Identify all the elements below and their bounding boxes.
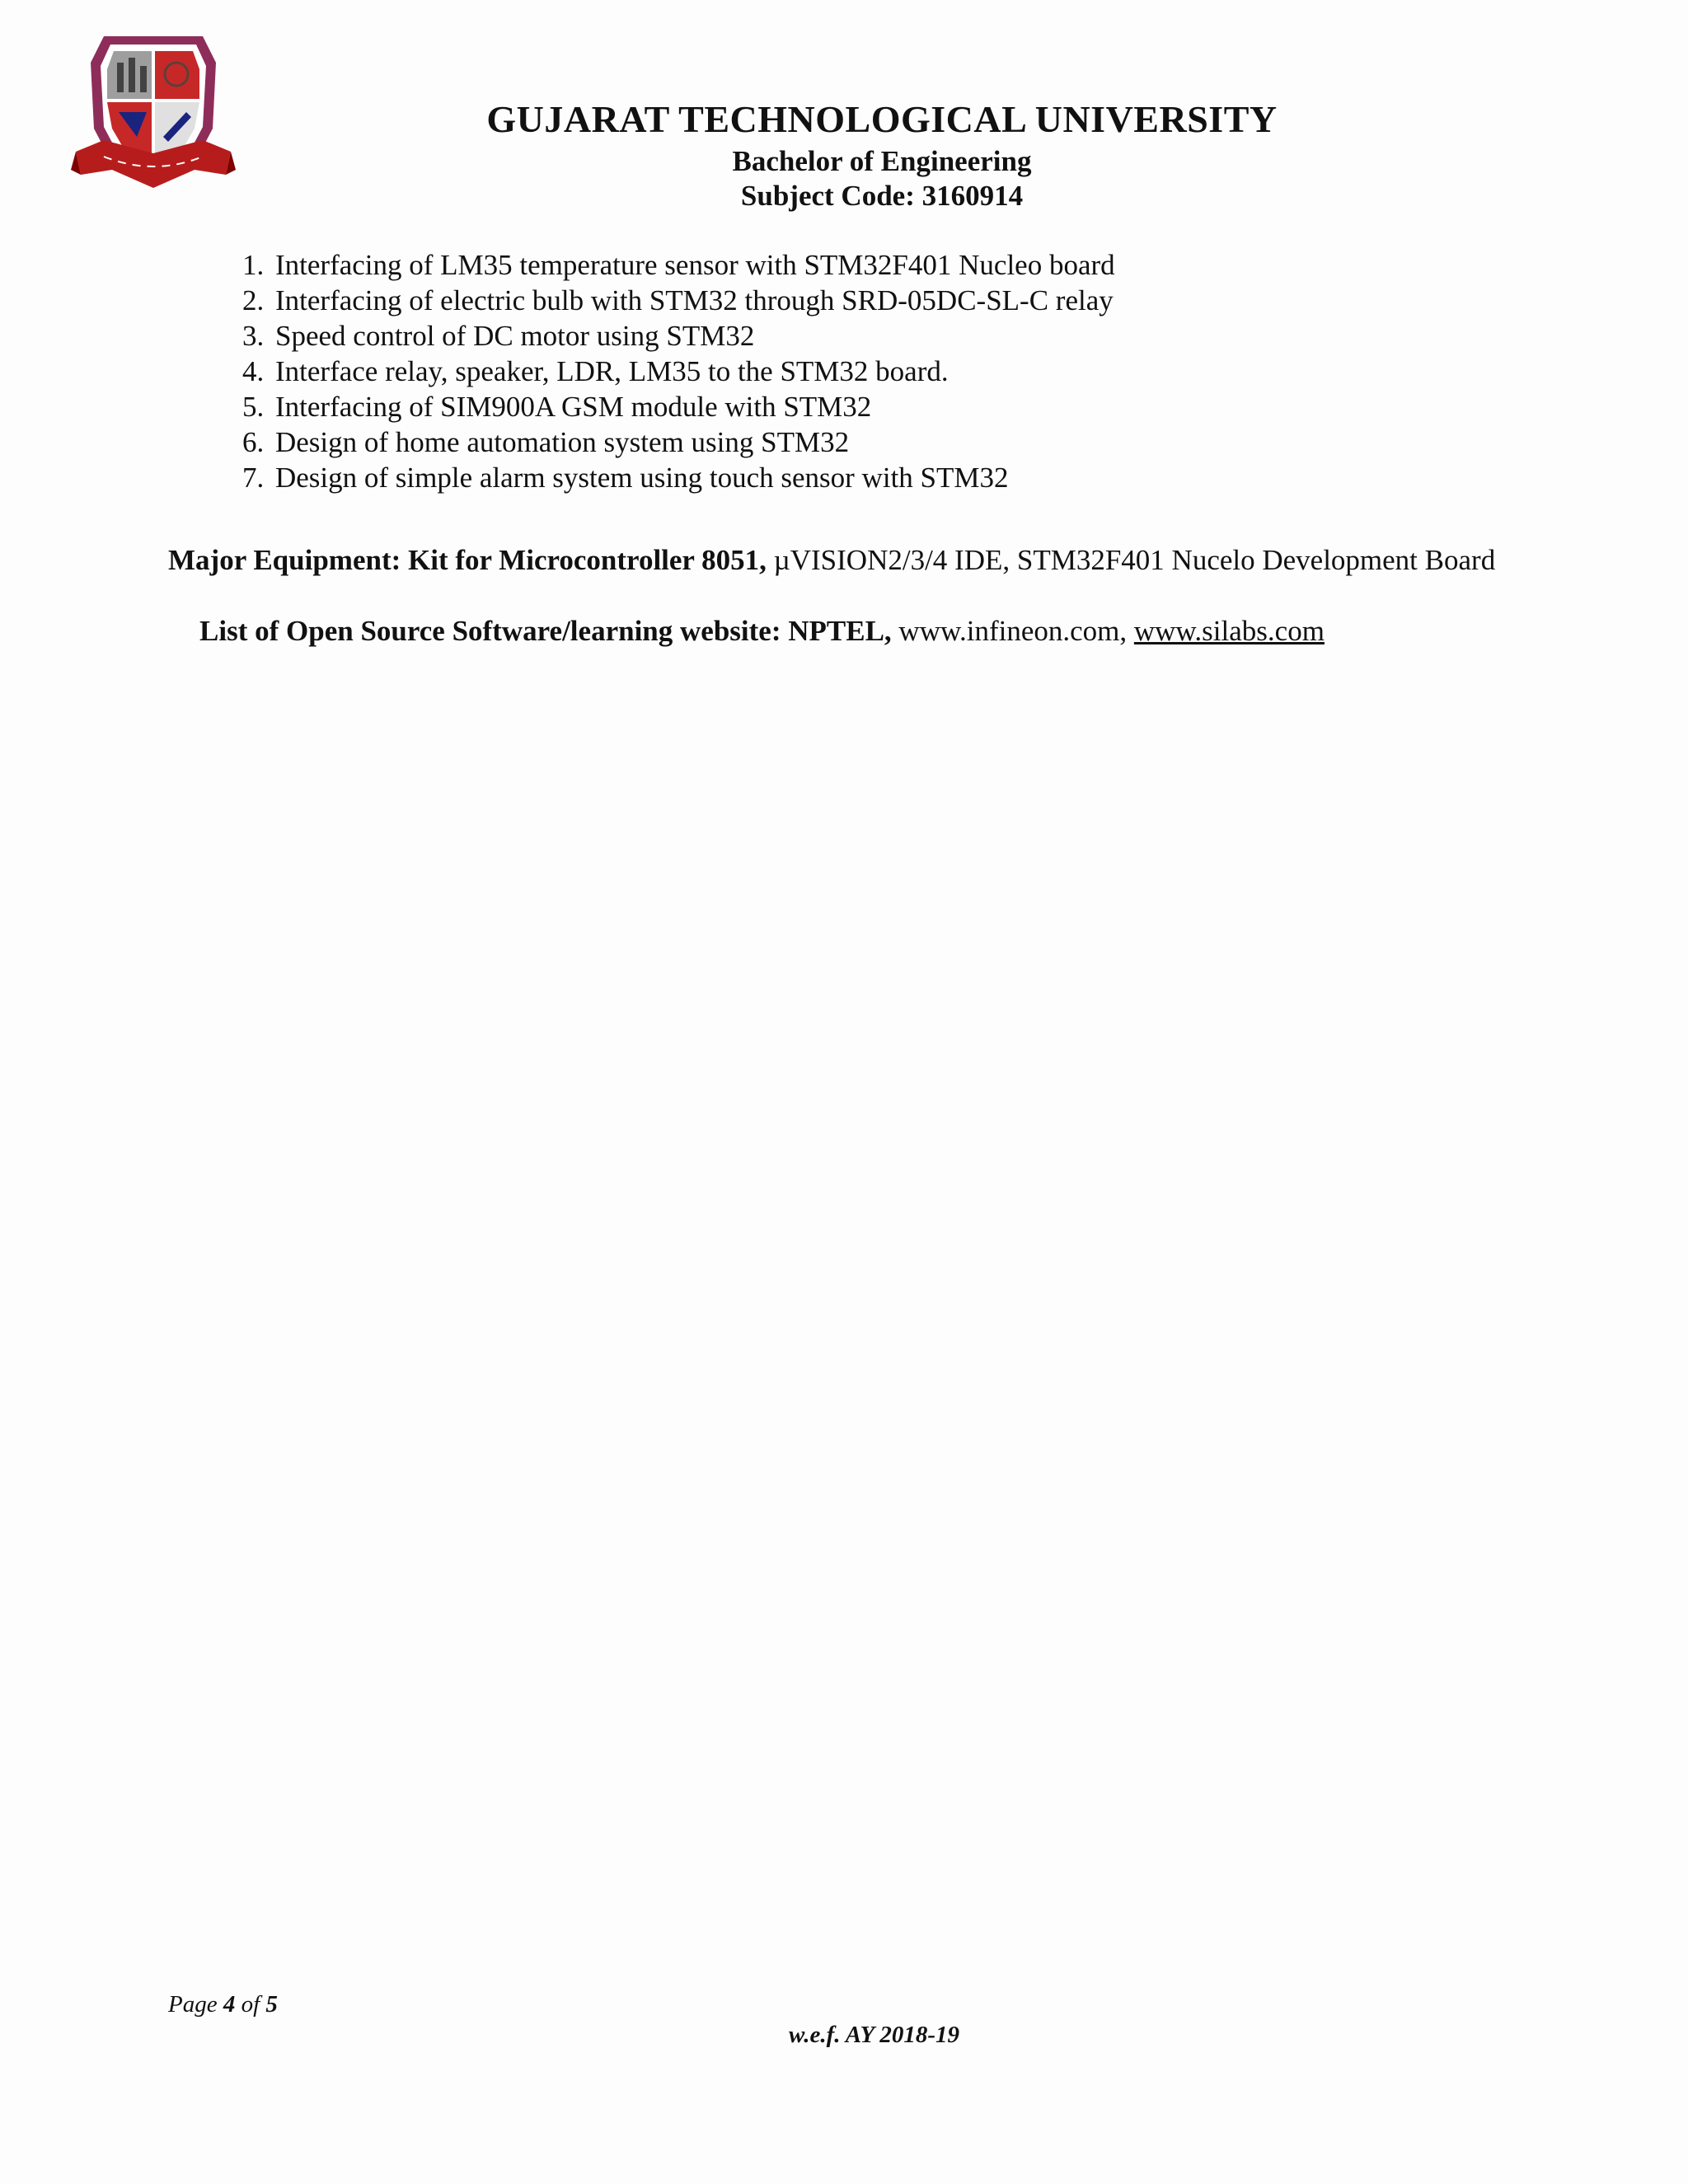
practical-list [242,247,1115,495]
list-item-number: 4. [242,355,265,387]
open-source-resources [199,615,1325,648]
major-equipment [168,544,1495,577]
silabs-link[interactable]: www.silabs.com [1133,615,1325,647]
page-of: of [235,1991,266,2018]
list-item-text: Design of simple alarm system using touch sensor with STM32 [275,462,1009,494]
page-current: 4 [223,1991,236,2018]
list-item-text: Interfacing of SIM900A GSM module with STM32 [275,391,872,423]
list-item [242,424,1115,460]
list-item-number: 2. [242,284,265,316]
list-item [242,318,1115,354]
list-item [242,354,1115,389]
list-item-text: Design of home automation system using STM32 [275,426,850,458]
major-equipment-text: µVISION2/3/4 IDE, STM32F401 Nucelo Development Board [766,544,1496,576]
list-item-number: 3. [242,320,265,352]
list-item-text: Speed control of DC motor using STM32 [275,320,755,352]
list-item [242,247,1115,283]
list-item-number: 5. [242,391,265,423]
list-item-text: Interfacing of LM35 temperature sensor with STM32F401 Nucleo board [275,249,1115,281]
list-item [242,460,1115,495]
effective-year: w.e.f. AY 2018-19 [789,2022,960,2048]
subject-code: Subject Code: 3160914 [740,180,1024,212]
list-item-text: Interface relay, speaker, LDR, LM35 to the STM32 board. [275,355,949,387]
list-item [242,389,1115,424]
open-source-text: www.infineon.com, [891,615,1134,647]
list-item-text: Interfacing of electric bulb with STM32 through SRD-05DC-SL-C relay [275,284,1114,316]
list-item [242,283,1115,318]
list-item-number: 7. [242,462,265,494]
major-equipment-label: Major Equipment: Kit for Microcontroller 8051, [168,544,767,576]
university-title: GUJARAT TECHNOLOGICAL UNIVERSITY [486,98,1278,140]
list-item-number: 6. [242,426,265,458]
page-prefix: Page [168,1991,223,2018]
list-item-number: 1. [242,249,265,281]
page-number [168,1991,278,2018]
open-source-label: List of Open Source Software/learning website: NPTEL, [199,615,892,647]
page-total: 5 [265,1991,278,2018]
degree-name: Bachelor of Engineering [732,145,1032,177]
